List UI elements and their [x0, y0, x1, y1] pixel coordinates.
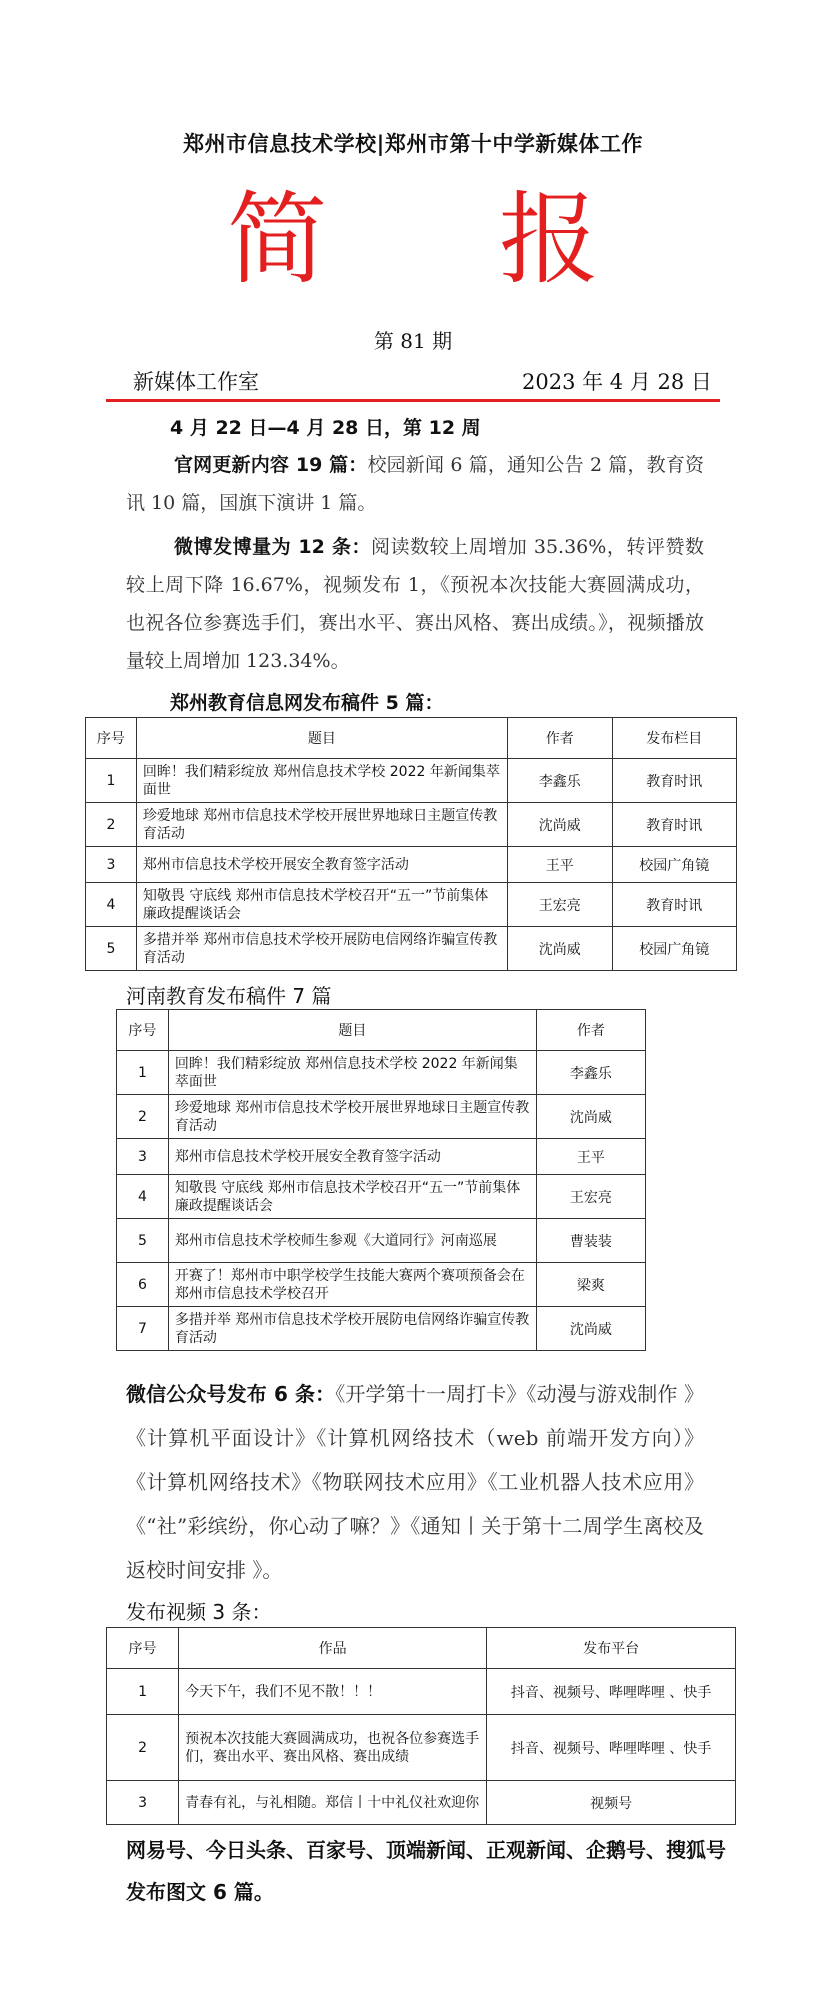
table-cell: 3	[86, 847, 137, 883]
office-name: 新媒体工作室	[133, 370, 259, 394]
table-cell: 知敬畏 守底线 郑州市信息技术学校召开“五一”节前集体廉政提醒谈话会	[168, 1175, 536, 1219]
table-cell: 2	[86, 803, 137, 847]
table-cell: 珍爱地球 郑州市信息技术学校开展世界地球日主题宣传教育活动	[136, 803, 507, 847]
website-lead: 官网更新内容 19 篇：	[174, 454, 368, 476]
table-cell: 青春有礼，与礼相随。郑信丨十中礼仪社欢迎你	[179, 1781, 487, 1825]
table-cell: 教育时讯	[612, 759, 736, 803]
table-cell: 3	[117, 1139, 169, 1175]
table-cell: 回眸！我们精彩绽放 郑州信息技术学校 2022 年新闻集萃面世	[168, 1051, 536, 1095]
table-cell: 珍爱地球 郑州市信息技术学校开展世界地球日主题宣传教育活动	[168, 1095, 536, 1139]
video-table-heading: 发布视频 3 条：	[126, 1600, 272, 1624]
table-row	[86, 803, 737, 847]
table-cell: 7	[117, 1307, 169, 1351]
table-cell: 抖音、视频号、哔哩哔哩 、快手	[487, 1715, 736, 1781]
column-header: 作品	[179, 1628, 487, 1669]
table-cell: 2	[117, 1095, 169, 1139]
table-row	[117, 1219, 646, 1263]
header-line: 郑州市信息技术学校|郑州市第十中学新媒体工作	[183, 132, 643, 156]
table-row	[86, 883, 737, 927]
table-row	[117, 1051, 646, 1095]
weibo-lead: 微博发博量为 12 条：	[174, 536, 372, 558]
table-cell: 4	[117, 1175, 169, 1219]
table-cell: 今天下午，我们不见不散！！！	[179, 1669, 487, 1715]
column-header: 题目	[168, 1010, 536, 1051]
table-cell: 1	[117, 1051, 169, 1095]
table-row	[117, 1095, 646, 1139]
table-cell: 郑州市信息技术学校开展安全教育签字活动	[168, 1139, 536, 1175]
table-cell: 王平	[508, 847, 613, 883]
table-cell: 知敬畏 守底线 郑州市信息技术学校召开“五一”节前集体廉政提醒谈话会	[136, 883, 507, 927]
table-cell: 多措并举 郑州市信息技术学校开展防电信网络诈骗宣传教育活动	[168, 1307, 536, 1351]
table-cell: 梁爽	[536, 1263, 645, 1307]
table-cell: 多措并举 郑州市信息技术学校开展防电信网络诈骗宣传教育活动	[136, 927, 507, 971]
zz-table-heading: 郑州教育信息网发布稿件 5 篇：	[170, 692, 444, 714]
table-cell: 校园广角镜	[612, 927, 736, 971]
week-heading: 4 月 22 日—4 月 28 日，第 12 周	[170, 417, 481, 439]
website-text: 校园新闻 6 篇，通知公告 2 篇，教育资讯 10 篇，国旗下演讲 1 篇。	[126, 454, 704, 514]
table-cell: 沈尚威	[536, 1307, 645, 1351]
website-paragraph	[126, 446, 704, 522]
table-cell: 回眸！我们精彩绽放 郑州信息技术学校 2022 年新闻集萃面世	[136, 759, 507, 803]
table-cell: 李鑫乐	[536, 1051, 645, 1095]
table-cell: 1	[107, 1669, 179, 1715]
table-header-row	[86, 718, 737, 759]
henan-edu-table	[116, 1009, 646, 1351]
table-cell: 3	[107, 1781, 179, 1825]
table-cell: 5	[117, 1219, 169, 1263]
wechat-lead: 微信公众号发布 6 条：	[126, 1382, 336, 1406]
table-row	[86, 847, 737, 883]
table-row	[117, 1175, 646, 1219]
table-cell: 教育时讯	[612, 883, 736, 927]
table-row	[117, 1307, 646, 1351]
weibo-text: 阅读数较上周增加 35.36%，转评赞数较上周下降 16.67%，视频发布 1，《预祝本次技能大赛圆满成功，也祝各位参赛选手们，赛出水平、赛出风格、赛出成绩。》，视频播放量较上周增加 123.34%。	[126, 536, 704, 672]
table-cell: 曹装装	[536, 1219, 645, 1263]
table-cell: 视频号	[487, 1781, 736, 1825]
table-row	[107, 1669, 736, 1715]
column-header: 发布平台	[487, 1628, 736, 1669]
table-cell: 李鑫乐	[508, 759, 613, 803]
column-header: 题目	[136, 718, 507, 759]
table-cell: 王宏亮	[508, 883, 613, 927]
table-cell: 郑州市信息技术学校师生参观《大道同行》河南巡展	[168, 1219, 536, 1263]
publish-date: 2023 年 4 月 28 日	[522, 370, 712, 394]
wechat-text: 《开学第十一周打卡》《动漫与游戏制作 》《计算机平面设计》《计算机网络技术（web 前端开发方向）》《计算机网络技术》《物联网技术应用》《工业机器人技术应用》《“社”彩缤纷，你心动了嘛？》《通知丨关于第十二周学生离校及返校时间安排 》。	[126, 1382, 704, 1582]
table-cell: 教育时讯	[612, 803, 736, 847]
table-cell: 5	[86, 927, 137, 971]
table-cell: 1	[86, 759, 137, 803]
table-cell: 2	[107, 1715, 179, 1781]
table-cell: 沈尚威	[508, 927, 613, 971]
table-cell: 6	[117, 1263, 169, 1307]
column-header: 作者	[508, 718, 613, 759]
table-cell: 4	[86, 883, 137, 927]
table-cell: 郑州市信息技术学校开展安全教育签字活动	[136, 847, 507, 883]
issue-number: 第 81 期	[373, 329, 453, 353]
table-row	[117, 1139, 646, 1175]
table-row	[107, 1715, 736, 1781]
table-cell: 抖音、视频号、哔哩哔哩 、快手	[487, 1669, 736, 1715]
red-divider	[106, 399, 720, 402]
table-header-row	[117, 1010, 646, 1051]
column-header: 序号	[86, 718, 137, 759]
table-row	[86, 759, 737, 803]
table-header-row	[107, 1628, 736, 1669]
hn-table-heading: 河南教育发布稿件 7 篇	[126, 984, 332, 1008]
table-cell: 王平	[536, 1139, 645, 1175]
table-cell: 沈尚威	[508, 803, 613, 847]
table-cell: 开赛了！郑州市中职学校学生技能大赛两个赛项预备会在郑州市信息技术学校召开	[168, 1263, 536, 1307]
table-cell: 沈尚威	[536, 1095, 645, 1139]
wechat-paragraph	[126, 1372, 704, 1592]
table-cell: 预祝本次技能大赛圆满成功，也祝各位参赛选手们，赛出水平、赛出风格、赛出成绩	[179, 1715, 487, 1781]
table-row	[86, 927, 737, 971]
column-header: 发布栏目	[612, 718, 736, 759]
table-cell: 校园广角镜	[612, 847, 736, 883]
column-header: 序号	[117, 1010, 169, 1051]
table-row	[107, 1781, 736, 1825]
column-header: 作者	[536, 1010, 645, 1051]
column-header: 序号	[107, 1628, 179, 1669]
other-platforms-paragraph: 网易号、今日头条、百家号、顶端新闻、正观新闻、企鹅号、搜狐号发布图文 6 篇。	[126, 1838, 726, 1904]
bulletin-title: 简 报	[227, 181, 669, 298]
zz-edu-table	[85, 717, 737, 971]
table-row	[117, 1263, 646, 1307]
video-table	[106, 1627, 736, 1825]
table-cell: 王宏亮	[536, 1175, 645, 1219]
weibo-paragraph	[126, 528, 704, 680]
